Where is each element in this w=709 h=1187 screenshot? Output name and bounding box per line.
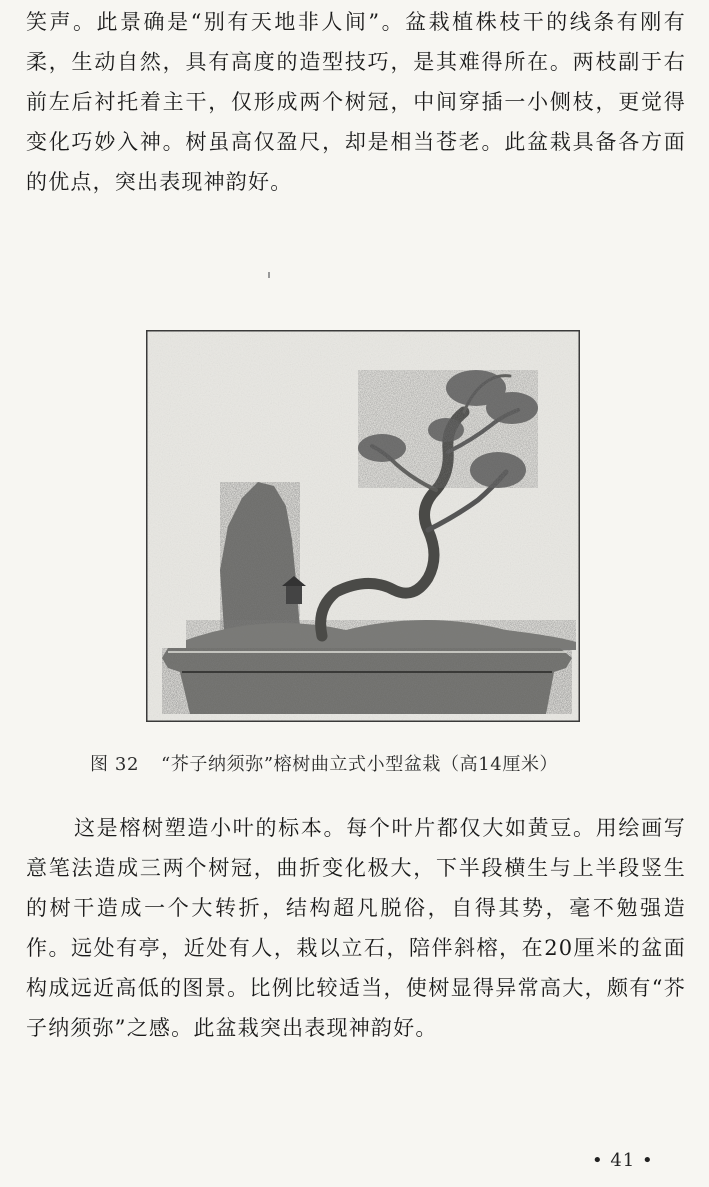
figure-caption-text: “芥子纳须弥”榕树曲立式小型盆栽（高14厘米） (161, 754, 559, 775)
page-number: • 41 • (592, 1150, 654, 1171)
bonsai-photo (146, 330, 580, 722)
body-paragraph-1: 笑声。此景确是“别有天地非人间”。盆栽植株枝干的线条有刚有柔，生动自然，具有高度的造型技巧，是其难得所在。两枝副于右前左后衬托着主干，仅形成两个树冠，中间穿插一小侧枝，更觉得变化巧妙入神。树虽高仅盈尺，却是相当苍老。此盆栽具备各方面的优点，突出表现神韵好。 (26, 10, 686, 194)
print-speck (268, 272, 270, 278)
figure-caption (90, 750, 670, 776)
figure-number: 图 32 (90, 754, 140, 775)
body-paragraph-2: 这是榕树塑造小叶的标本。每个叶片都仅大如黄豆。用绘画写意笔法造成三两个树冠，曲折变化极大，下半段横生与上半段竖生的树干造成一个大转折，结构超凡脱俗，自得其势，毫不勉强造作。远处有亭，近处有人，栽以立石，陪伴斜榕，在20厘米的盆面构成远近高低的图景。比例比较适当，使树显得异常高大，颇有“芥子纳须弥”之感。此盆栽突出表现神韵好。 (26, 816, 686, 1040)
